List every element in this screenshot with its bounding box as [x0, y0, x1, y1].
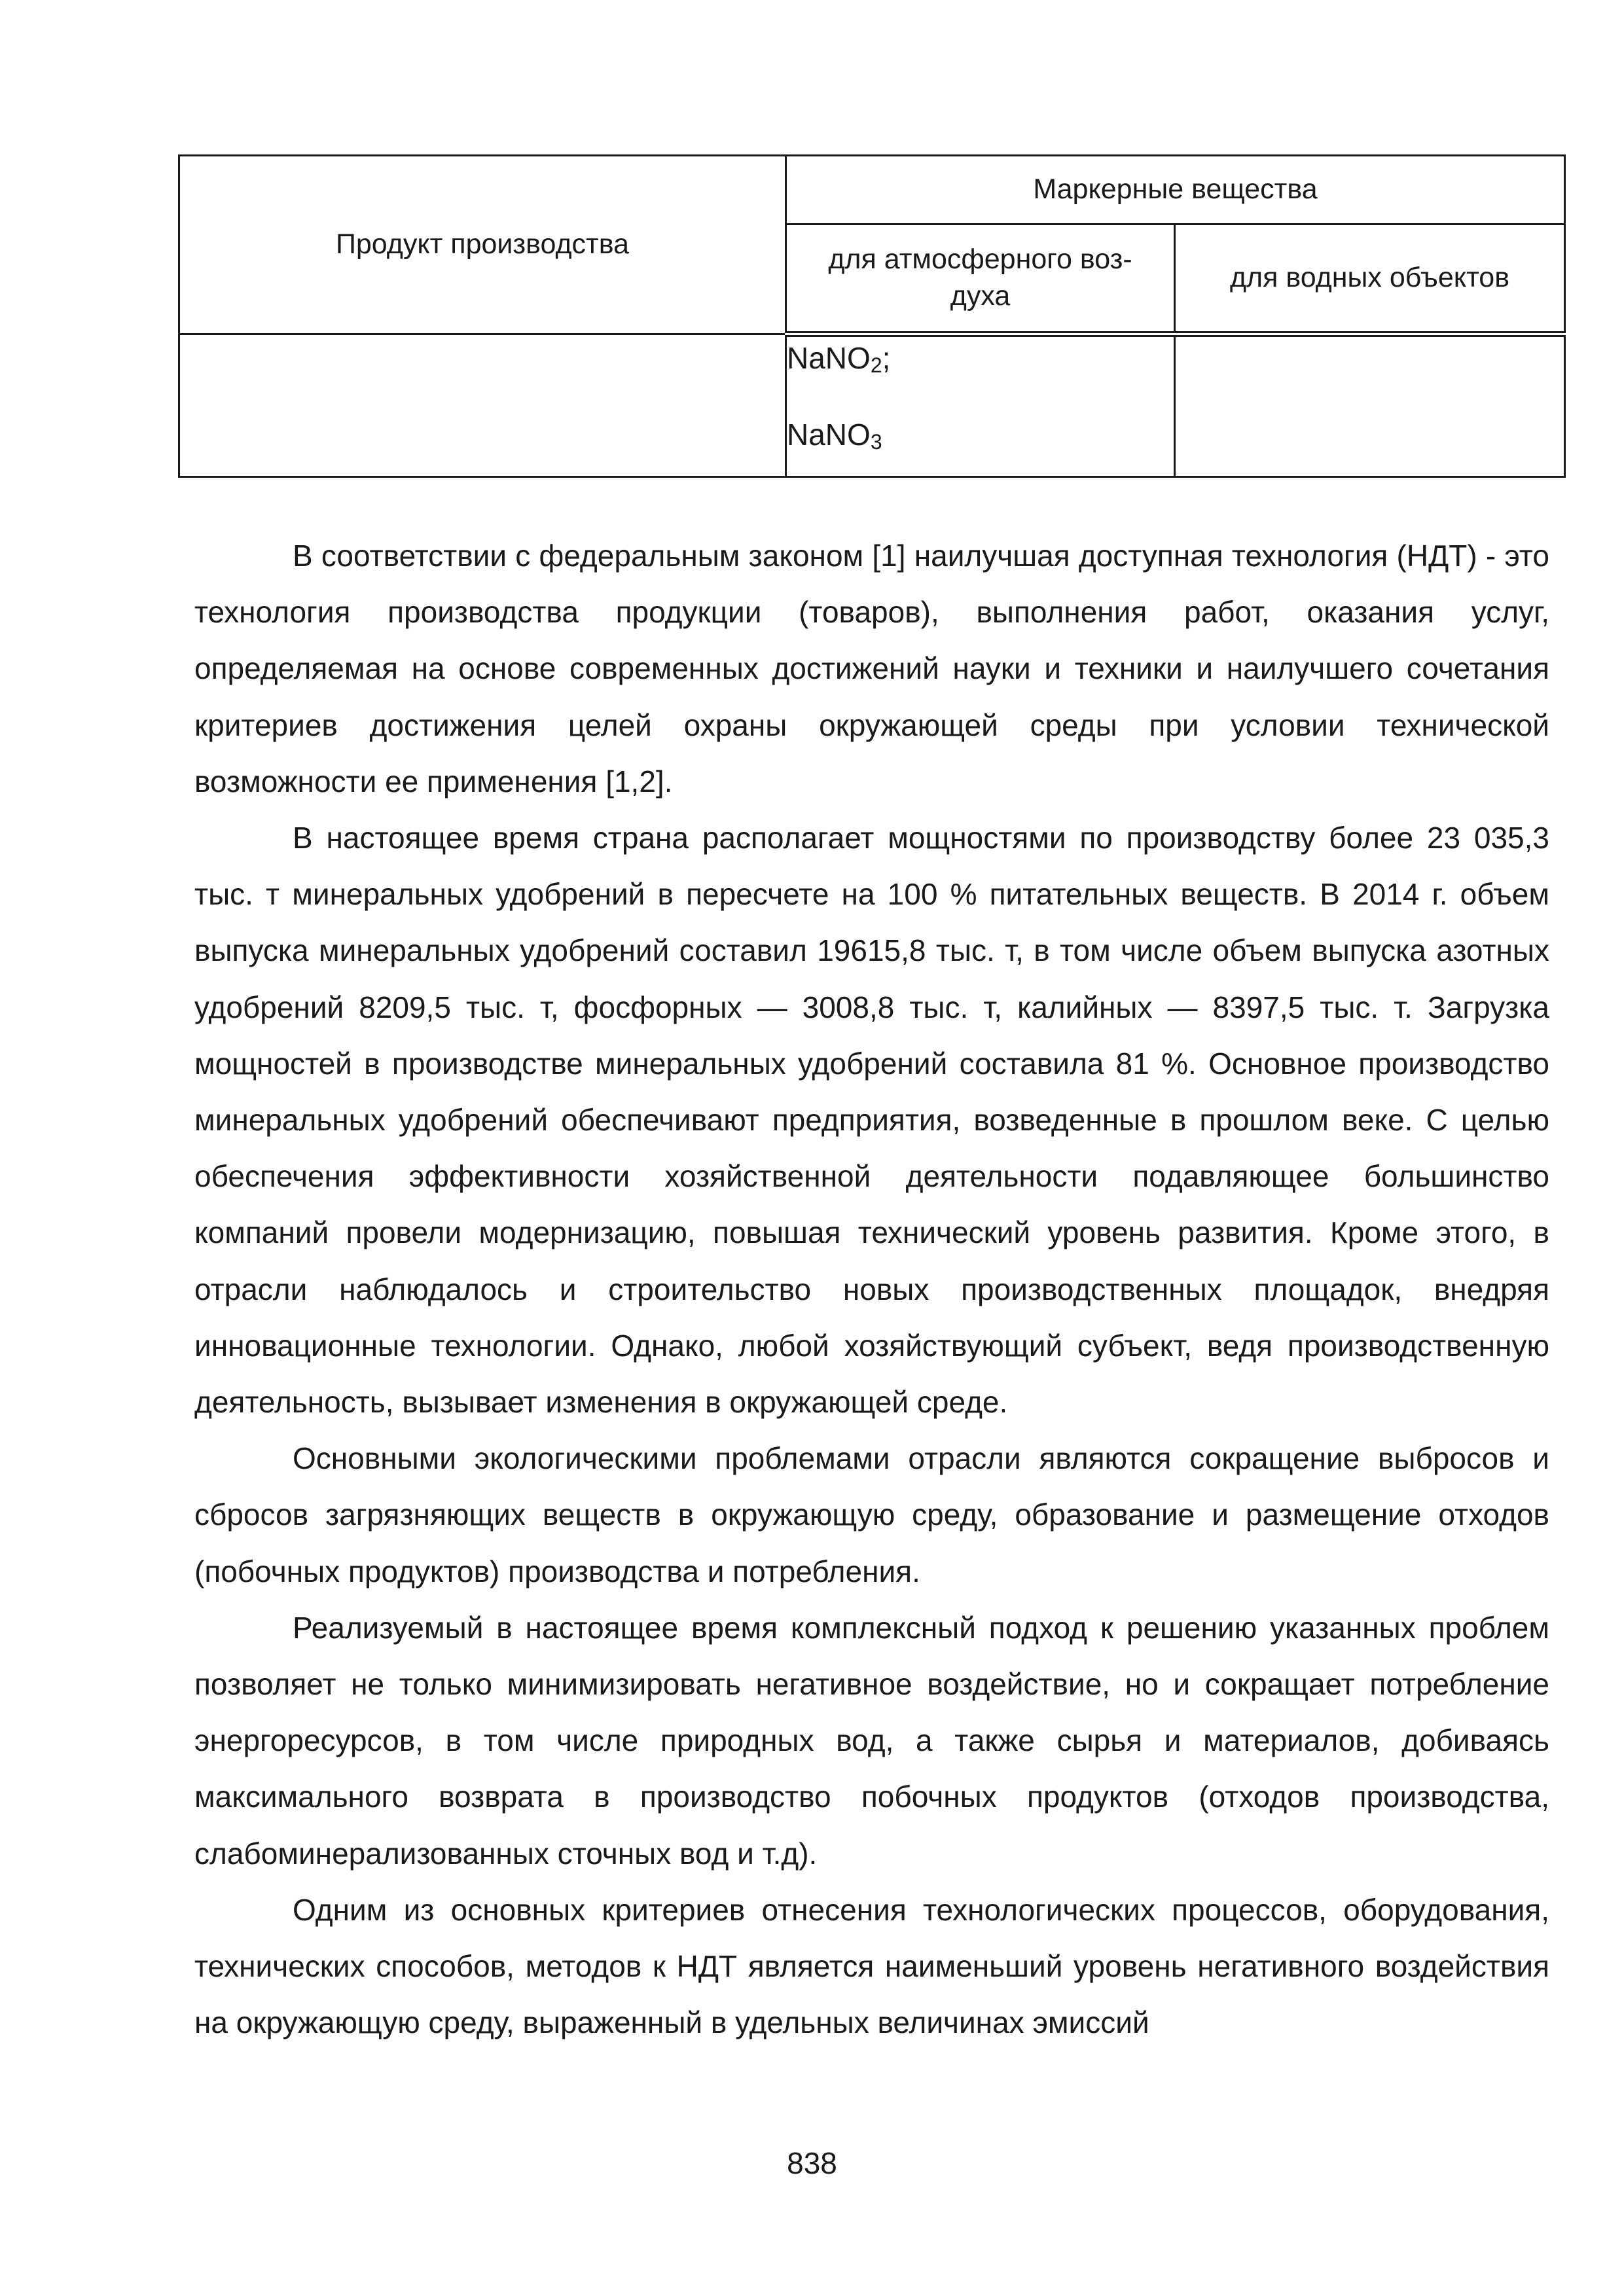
table-row	[179, 334, 1565, 477]
paragraph: В настоящее время страна располагает мощностями по производству более 23 035,3 тыс. т минеральных удобрений в пересчете на 100 % питательных веществ. В 2014 г. объем выпуска минеральных удобрений составил 19615,8 тыс. т, в том числе объем выпуска азотных удобрений 8209,5 тыс. т, фосфорных — 3008,8 тыс. т, калийных — 8397,5 тыс. т. Загрузка мощностей в производстве минеральных удобрений составила 81 %. Основное производство минеральных удобрений обеспечивают предприятия, возведенные в прошлом веке. С целью обеспечения эффективности хозяйственной деятельности подавляющее большинство компаний провели модернизацию, повышая технический уровень развития. Кроме этого, в отрасли наблюдалось и строительство новых производственных площадок, внедряя инновационные технологии. Однако, любой хозяйствующий субъект, ведя производственную деятельность, вызывает изменения в окружающей среде.	[194, 821, 1549, 1420]
page-number: 838	[787, 2146, 837, 2180]
paragraph: В соответствии с федеральным законом [1] наилучшая доступная технология (НДТ) - это технология производства продукции (товаров), выполнения работ, оказания услуг, определяемая на основе современных достижений науки и техники и наилучшего сочетания критериев достижения целей охраны окружающей среды при условии технической возможности ее применения [1,2].	[194, 539, 1549, 798]
header-product: Продукт производства	[179, 156, 786, 334]
header-water: для водных объектов	[1175, 224, 1565, 334]
chem-formula: NaNO$_2$;	[787, 341, 891, 377]
header-air-label: для атмосферного воз- духа	[828, 243, 1132, 312]
marker-substances-table	[178, 154, 1566, 478]
paragraph: Одним из основных критериев отнесения технологических процессов, оборудования, технических способов, методов к НДТ является наименьший уровень негативного воздействия на окружающую среду, выраженный в удельных величинах эмиссий	[194, 1892, 1549, 2040]
paragraph: Основными экологическими проблемами отрасли являются сокращение выбросов и сбросов загрязняющих веществ в окружающую среду, образование и размещение отходов (побочных продуктов) производства и потребления.	[194, 1441, 1549, 1588]
cell-product	[179, 334, 786, 477]
header-markers: Маркерные вещества	[786, 156, 1565, 224]
cell-air	[786, 334, 1175, 477]
body-text	[194, 528, 1549, 2051]
header-air	[786, 224, 1175, 334]
paragraph: Реализуемый в настоящее время комплексный подход к решению указанных проблем позволяет не только минимизировать негативное воздействие, но и сокращает потребление энергоресурсов, в том числе природных вод, а также сырья и материалов, добиваясь максимального возврата в производство побочных продуктов (отходов производства, слабоминерализованных сточных вод и т.д).	[194, 1610, 1549, 1871]
cell-water	[1175, 334, 1565, 477]
chem-formula: NaNO$_3$	[787, 418, 882, 454]
